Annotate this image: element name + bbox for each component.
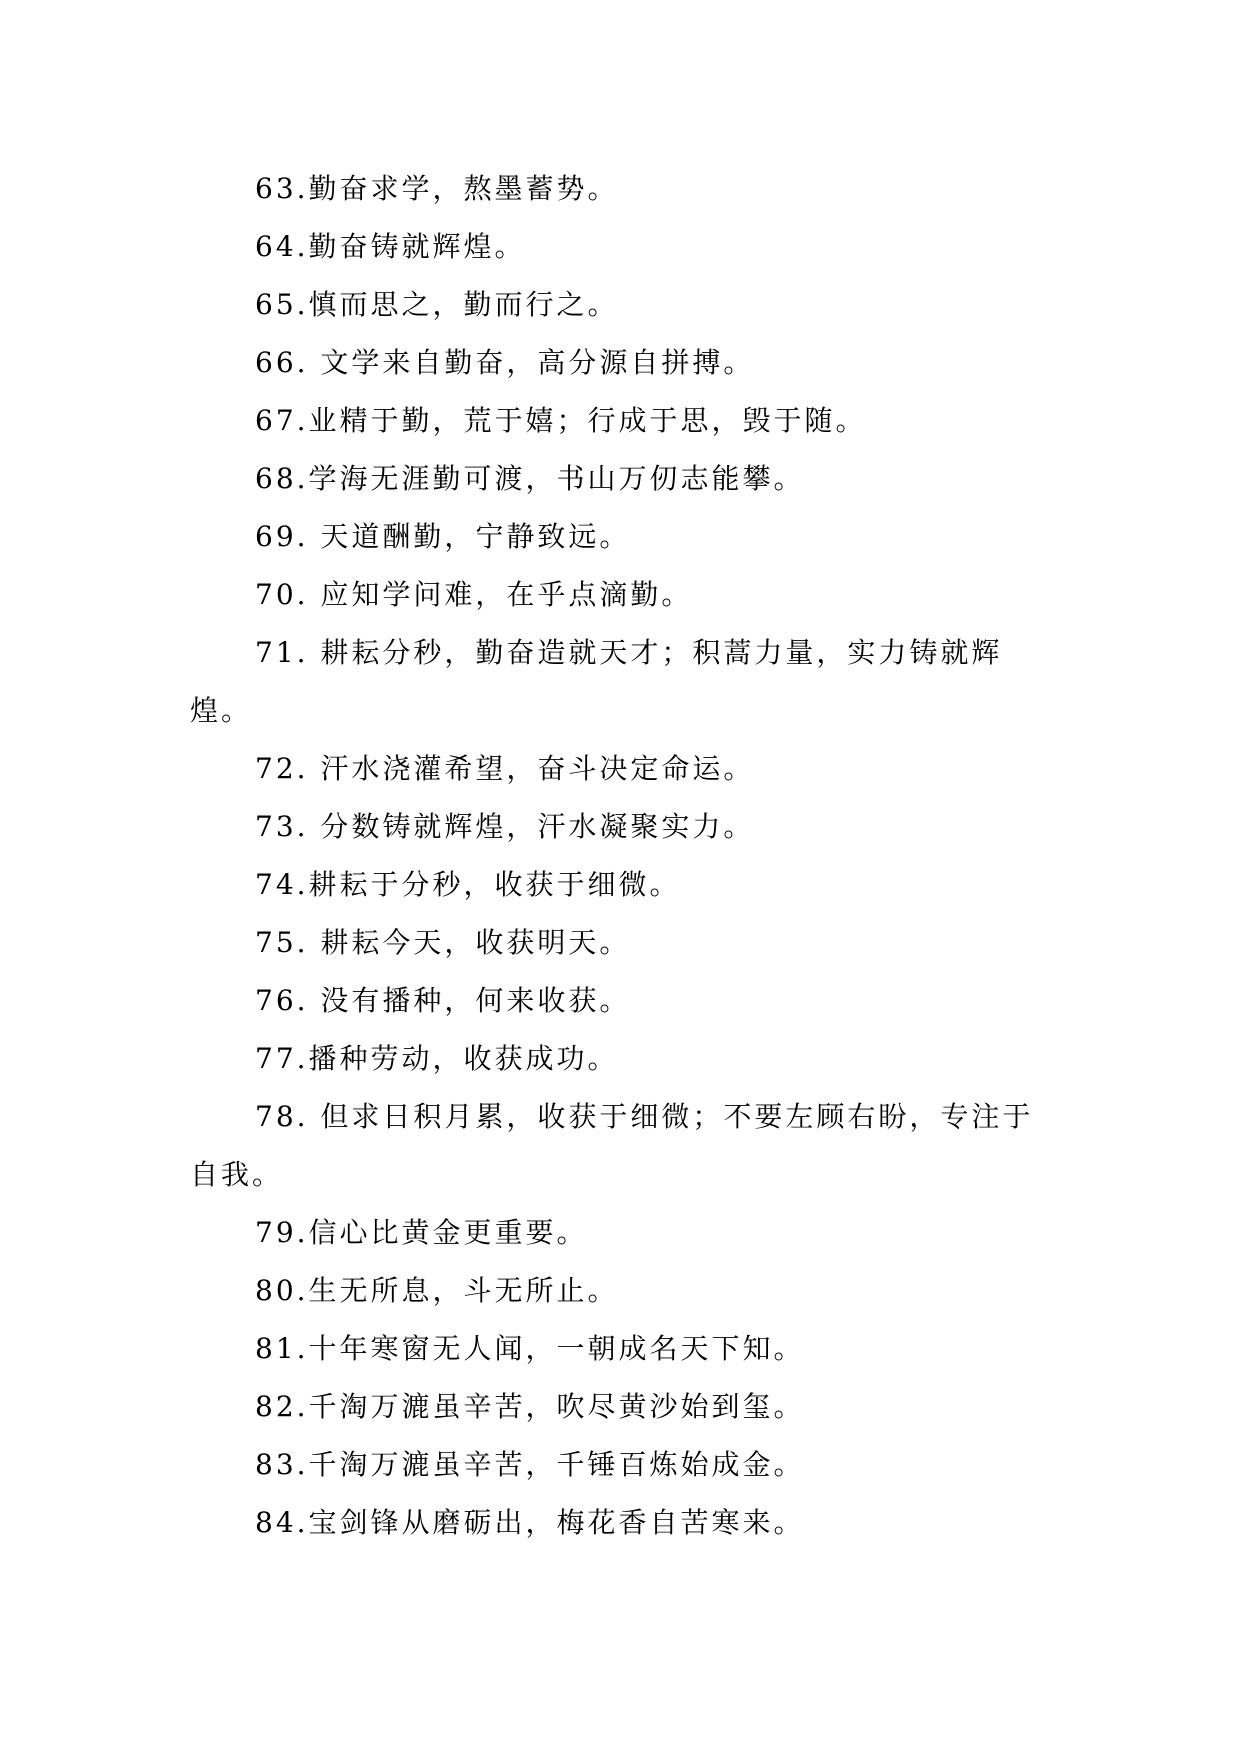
list-item: 68.学海无涯勤可渡，书山万仞志能攀。 <box>255 462 805 495</box>
list-item: 78. 但求日积月累，收获于细微；不要左顾右盼，专注于自我。 <box>190 1100 1034 1191</box>
list-item: 76. 没有播种，何来收获。 <box>255 984 631 1017</box>
list-item: 72. 汗水浇灌希望，奋斗决定命运。 <box>255 752 755 785</box>
list-item: 77.播种劳动，收获成功。 <box>255 1042 619 1075</box>
list-item: 71. 耕耘分秒，勤奋造就天才；积蒿力量，实力铸就辉煌。 <box>190 636 1003 727</box>
list-item: 81.十年寒窗无人闻，一朝成名天下知。 <box>255 1332 805 1365</box>
list-item: 83.千淘万漉虽辛苦，千锤百炼始成金。 <box>255 1448 805 1481</box>
list-item: 69. 天道酬勤，宁静致远。 <box>255 520 631 553</box>
list-item: 66. 文学来自勤奋，高分源自拼搏。 <box>255 346 755 379</box>
list-item: 67.业精于勤，荒于嬉；行成于思，毁于随。 <box>255 404 867 437</box>
list-item: 79.信心比黄金更重要。 <box>255 1216 588 1249</box>
list-item: 82.千淘万漉虽辛苦，吹尽黄沙始到玺。 <box>255 1390 805 1423</box>
list-item: 74.耕耘于分秒，收获于细微。 <box>255 868 681 901</box>
list-item: 65.慎而思之，勤而行之。 <box>255 288 619 321</box>
list-item: 80.生无所息，斗无所止。 <box>255 1274 619 1307</box>
list-item: 75. 耕耘今天，收获明天。 <box>255 926 631 959</box>
list-item: 84.宝剑锋从磨砺出，梅花香自苦寒来。 <box>255 1506 805 1539</box>
list-item: 64.勤奋铸就辉煌。 <box>255 230 526 263</box>
document-body <box>190 160 1050 1552</box>
list-item: 63.勤奋求学，熬墨蓄势。 <box>255 172 619 205</box>
list-item: 70. 应知学问难，在乎点滴勤。 <box>255 578 693 611</box>
list-item: 73. 分数铸就辉煌，汗水凝聚实力。 <box>255 810 755 843</box>
